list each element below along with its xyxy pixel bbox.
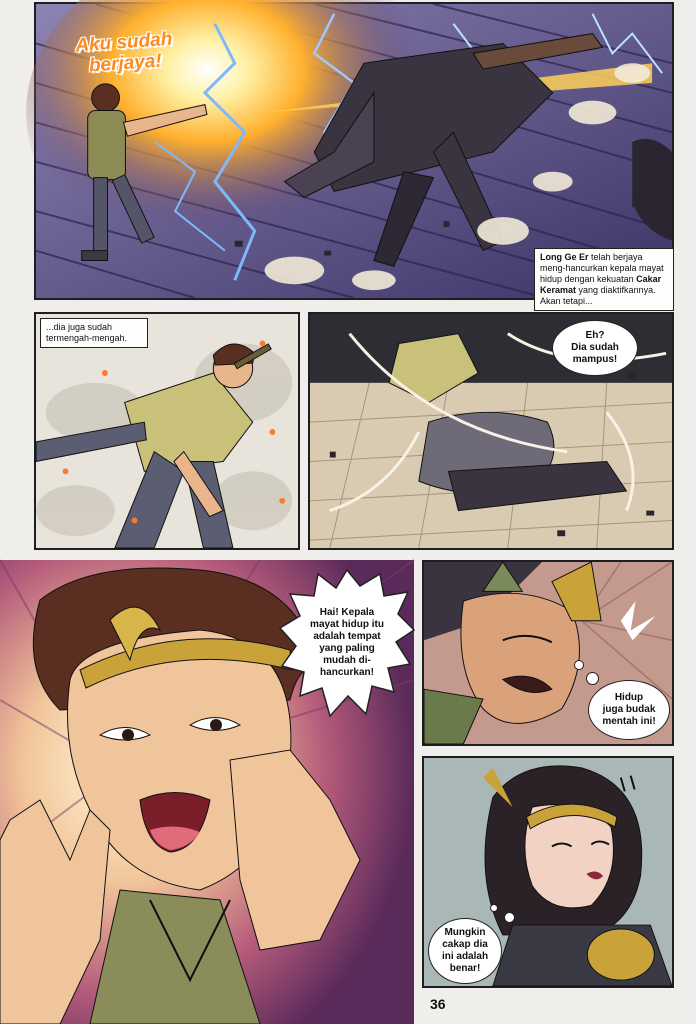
bubble-line: cakap dia — [442, 939, 488, 950]
thought-bubble-mungkin — [428, 918, 502, 984]
thought-dot — [586, 672, 599, 685]
panel-3-zombie-fallen — [308, 312, 674, 550]
bubble-line: mentah ini! — [602, 716, 656, 727]
bubble-line: adalah tempat — [313, 631, 381, 642]
shout-line-1: Aku sudah — [74, 28, 174, 57]
panel-4-hero-shouting — [0, 560, 414, 1024]
bubble-line: mampus! — [572, 354, 618, 365]
bubble-line: ini adalah — [441, 951, 489, 962]
panel-6-woman-thinking — [422, 756, 674, 988]
bubble-line: Eh? — [585, 330, 605, 341]
bubble-line: yang paling — [319, 643, 375, 654]
caption-name-cakar-keramat: Cakar Keramat — [540, 274, 662, 295]
caption-text-b: yang diaktifkannya. Akan tetapi... — [540, 285, 656, 306]
page-number: 36 — [430, 996, 446, 1012]
bubble-line: Dia sudah — [571, 342, 619, 353]
speech-bubble-eh — [552, 320, 638, 376]
bubble-line: mudah di- — [323, 655, 371, 666]
panel-2-art — [36, 314, 298, 548]
panel-1-explosion — [34, 2, 674, 306]
panel-2-hero-panting — [34, 312, 300, 550]
bubble-line: Hidup — [614, 692, 644, 703]
narration-caption-1 — [534, 248, 674, 311]
bubble-line: juga budak — [602, 704, 656, 715]
shout-bubble-kepala-mayat — [280, 568, 414, 718]
thought-bubble-hidup — [588, 680, 670, 740]
narration-caption-2: ...dia juga sudah termengah-mengah. — [40, 318, 148, 348]
bubble-line: benar! — [449, 963, 481, 974]
caption-name-long-ge-er: Long Ge Er — [540, 252, 589, 262]
bubble-line: Mungkin — [444, 927, 486, 938]
exclamation-shout — [75, 29, 175, 78]
thought-dot — [574, 660, 584, 670]
thought-dot — [490, 904, 498, 912]
shout-line-2: berjaya! — [88, 50, 163, 77]
panel-5-villain-angry — [422, 560, 674, 746]
bubble-line: mayat hidup itu — [310, 619, 384, 630]
bubble-line: hancurkan! — [320, 667, 374, 678]
caption-text-a: telah berjaya meng-hancurkan kepala mayat hidup dengan kekuatan — [540, 252, 664, 284]
bubble-line: Hai! Kepala — [319, 607, 375, 618]
thought-dot — [504, 912, 515, 923]
